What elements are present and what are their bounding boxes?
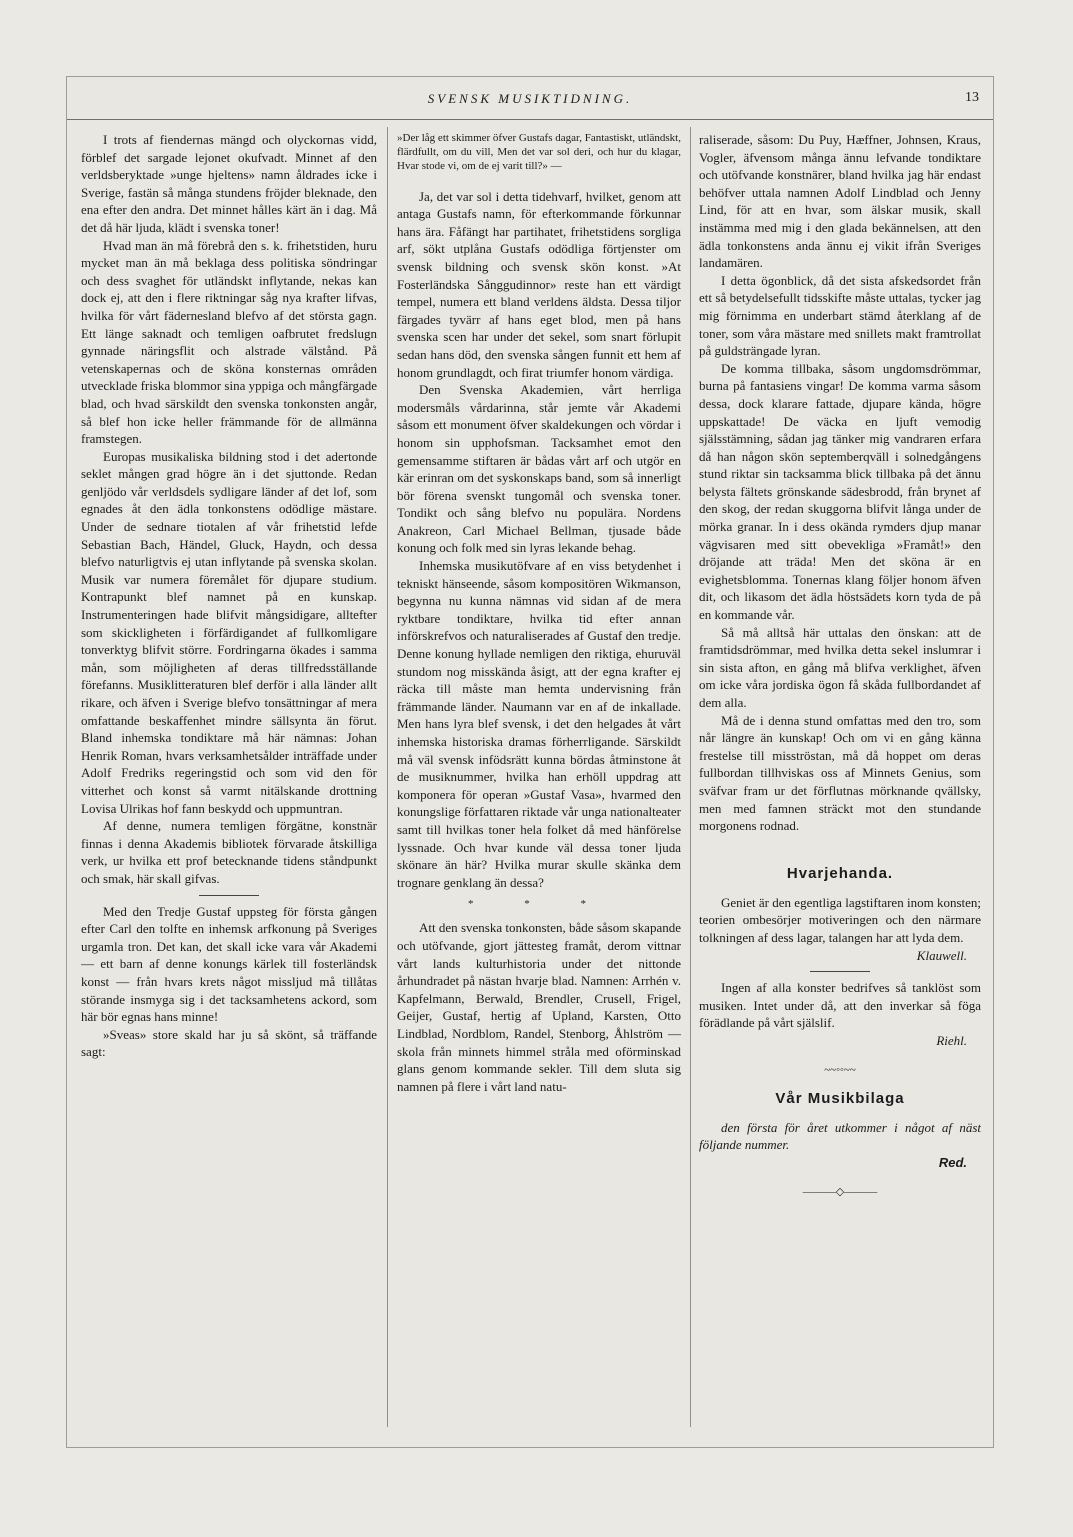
paragraph: Så må alltså här uttalas den önskan: att de framtidsdrömmar, med hvilka detta sekel inslumrar i sin sista afton, en gång må blifva verklighet, äfven om icke våra jordiska ögon få skåda fullbordandet af dem alla. <box>699 624 981 710</box>
paragraph: Europas musikaliska bildning stod i det adertonde seklet mången grad högre än i det sjuttonde. Redan genljödo vår verldsdels sydligare länder af det lof, som egnades åt den ädla tonkonstens odödlige mästare. Under de sednare tiotalen af vår frihetstid lefde Sebastian Bach, Händel, Gluck, Haydn, och dessa blefvo naturligtvis ej utan inflytande på svenska skolan. Musik var numera föremålet för djupare studium. Kontrapunkt blef namnet på en kunskap. Instrumenteringen hade blifvit mångsidigare, alltefter som skickligheten i förfärdigandet af fullkomligare tonverktyg blifvit större. Fordringarna ökades i samma mån, som möjligheten af deras tillfredsställande förefanns. Musiklitteraturen blef derför i alla länder allt rikare, och äfven i Sverige blefvo tonsättningar af mera omfattande beskaffenhet mindre sällsynta än förut. Bland inhemska tondiktare må här nämnas: Johan Henrik Roman, hvars verksamhetsålder inträffade under Adolf Fredriks regeringstid och som vid den för vitterhet och konst så varmt nitälskande drottning Lovisa Ulrikas hof fann beskydd och uppmuntran. <box>81 448 377 816</box>
signature-klauwell: Klauwell. <box>916 947 967 963</box>
journal-title: SVENSK MUSIKTIDNING. <box>427 91 633 106</box>
ornament-divider: ———◇——— <box>802 1186 878 1199</box>
column-3 <box>699 131 981 1431</box>
paragraph: Må de i denna stund omfattas med den tro, som når längre än kunskap! Och om vi en gång känna frestelse till misströstan, må då hoppet om deras fullbordan tillhviskas oss af Minnets Genius, som sväfvar fram ur det förflutnas mörknande qvällsky, men med famnen sträckt mot den stundande morgonens rodnad. <box>699 712 981 834</box>
section-heading-hvarjehanda: Hvarjehanda. <box>786 864 894 882</box>
paragraph: Af denne, numera temligen förgätne, konstnär finnas i denna Akademis bibliotek förvarade åtskilliga verk, ur hvilka ett prof betecknande tidens ståndpunkt och smak, här skall gifvas. <box>81 818 377 886</box>
page-number: 13 <box>965 90 979 105</box>
poem-quote: »Der låg ett skimmer öfver Gustafs dagar, Fantastiskt, utländskt, flärdfullt, om du vill, Men det var sol deri, och hur du klagar, Hvar stode vi, om de ej varit till?» — <box>397 132 681 173</box>
paragraph: Ja, det var sol i detta tidehvarf, hvilket, genom att antaga Gustafs namn, för efterkommande förkunnar hans ära. Fåfängt har partihatet, frihetstidens sorgliga arf, sökt utplåna Gustafs odödliga förtjenster om svensk bildning och svensk skön konst. »At Fosterländska Sånggudinnor» reste han ett värdigt tempel, numera ett bland verldens äldsta. Dessa tiljor färgades tyvärr af hans eget blod, men på hans svenska scen har under det sekel, som snart förlupit sedan hans död, den svenska sången funnit ett hem af honom grundlagdt, och firat triumfer honom värdiga. <box>397 188 681 380</box>
signature-riehl: Riehl. <box>936 1032 967 1048</box>
paragraph: I detta ögonblick, då det sista afskedsordet från ett så betydelsefullt tidsskifte måste uttalas, tycker jag mig förnimma en underbart stämd återklang af de toner, som våra mästare med snillets makt framtrollat på guldsträngade lyran. <box>699 272 981 359</box>
column-2 <box>397 131 681 1431</box>
section-rule <box>199 895 259 896</box>
paragraph: Inhemska musikutöfvare af en viss betydenhet i tekniskt hänseende, såsom kompositören Wikmanson, begynna nu kunna nämnas vid sidan af de mera ryktbare tondiktare, hvilka tid efter annan införskrefvos och naturaliserades af Gustaf den tredje. Denne konung hyllade nemligen den riktiga, ehuruväl stundom nog misskända åsigt, att der egna krafter ej räcka till måste man hemta undervisning från främmande länder. Naumann var en af de inkallade. Men hans lyra blef svensk, i det den helgades åt vårt inhemska historiska dramas förherrligande. Särskildt må väl svensk infödsrätt kunna bördas åtminstone åt de musiknummer, hvilka han erhöll uppdrag att komponera för operan »Gustaf Vasa», hvarmed den konungslige författaren riktade vår unga nationalteater samt till hvilkas toner hela folket då med hänförelse lyssnade. Och hvar kunde väl dessa toner ljuda skönare än här? Hvilka murar skulle skänka dem trognare genklang än dessa? <box>397 558 681 890</box>
quote-klauwell: Geniet är den egentliga lagstiftaren inom konsten; teorien ombesörjer motiveringen och den närmare tolkningen af dess lagar, talangen har att lyda dem. <box>699 894 981 945</box>
paragraph: raliserade, såsom: Du Puy, Hæffner, Johnsen, Kraus, Vogler, äfvensom många ännu lefvande tondiktare och utöfvande konstnärer, bland hvilka jag här endast behöfver uttala namnen Adolf Lindblad och Jenny Lind, för att en hvar, som älskar musik, skall instämma med mig i den glada bekännelsen, att den ädla tonkonstens anda ännu ej vikit ifrån Sveriges landamären. <box>699 132 981 271</box>
section-rule <box>810 971 870 972</box>
ornament-divider: ~~◦◦~~ <box>824 1063 856 1076</box>
newspaper-page <box>66 76 994 1448</box>
paragraph: Med den Tredje Gustaf uppsteg för första gången efter Carl den tolfte en inhemsk arfkonung på Sveriges urgamla tron. Det kan, det skall icke vara vår Akademi — ett barn af denne konungs kärlek till fosterländsk konst — från hvars krets något missljud må tillåtas störande insmyga sig i det tacksamhetens ackord, som här bör egnas hans minne! <box>81 903 377 1025</box>
paragraph: De komma tillbaka, såsom ungdomsdrömmar, burna på fantasiens vingar! De komma varma såsom dessa, dock klarare fattade, djupare kända, högre uppskattade! De väcka en ljuft vemodig själsstämning, sådan jag tänker mig vandraren erfara då han någon skön septemberqväll i solnedgångens stund riktar sin tacksamma blick tillbaka på det ännu belysta fältets grönskande sädesbrodd, från brynet af den skog, der redan skuggorna blifvit långa under de mörka granar. In i dess okända rymders djup manar vägvisaren med sitt obevekliga »Framåt!» den dröjande att träda! Men det sköna är en evighetsblomma. Tonernas klang följer honom äfven dit, och likasom det ädla höstsädets korn tyda de på en kommande vår. <box>699 360 981 623</box>
section-stars: * * * <box>468 898 610 911</box>
quote-riehl: Ingen af alla konster bedrifves så tanklöst som musiken. Intet under då, att den inverkar så föga förädlande på vårt själslif. <box>699 980 981 1031</box>
musikbilaga-note: den första för året utkommer i något af näst följande nummer. <box>699 1119 981 1153</box>
column-divider <box>387 127 388 1427</box>
signature-red: Red. <box>938 1154 967 1170</box>
paragraph: Hvad man än må förebrå den s. k. frihetstiden, huru mycket man än må beklaga dess politiska söndringar och dess svaghet för utländskt inflytande, nekas kan dock ej, att den i flere riktningar såg nya krafter lifvas, hvilka för vårt fädernesland blefvo af det största gagn. Ett länge saknadt och temligen oafbrutet fredslugn gynnade näringsflit och alstrade välstånd. På vetenskapernas och de sköna konsternas områden utvecklade friska blommor sina yppiga och mångfärgade blad, och hvad särskildt den svenska tonkonsten angår, så blef hon icke heller främmande för de allmänna framstegen. <box>81 237 377 447</box>
section-heading-musikbilaga: Vår Musikbilaga <box>775 1089 905 1107</box>
paragraph: »Sveas» store skald har ju så skönt, så träffande sagt: <box>81 1026 377 1060</box>
column-1 <box>81 131 377 1431</box>
column-divider <box>690 127 691 1427</box>
paragraph: Den Svenska Akademien, vårt herrliga modersmåls vårdarinna, står jemte vår Akademi såsom ett monument öfver skaldekungen och vördar i honom sin upphofsman. Tacksamhet emot den gemensamme stiftaren är bådas vårt arf och utgör en kär erinran om det syskonskaps band, som så innerligt bör förena svenskt tungomål och svenska toner. Tondikt och sång blefvo nu populära. Nordens Anakreon, Carl Michael Bellman, tjusade både konung och folk med sin lyras lekande behag. <box>397 382 681 556</box>
paragraph: I trots af fiendernas mängd och olyckornas vidd, förblef det sargade lejonet okufvadt. Minnet af den verldsberyktade »unge hjeltens» namn åldrades icke i Sverige, fastän så många stundens fröjder bleknade, den ena efter den andra. Det minnet hålles kärt än i dag. Må det då här ljuda, klädt i svenska toner! <box>81 132 377 235</box>
paragraph: Att den svenska tonkonsten, både såsom skapande och utöfvande, gjort jättesteg framåt, derom vittnar vårt lands kulturhistoria under det nittonde århundradet på nästan hvarje blad. Namnen: Arrhén v. Kapfelmann, Berwald, Brendler, Crusell, Frigel, Geijer, Gustaf, hertig af Upland, Karsten, Otto Lindblad, Nordblom, Randel, Stenborg, Åhlström — skola från minnets himmel stråla med oförminskad glans genom kommande sekler. Till dem sluta sig namnen på flere i vårt land natu- <box>397 920 681 1094</box>
page-header <box>67 77 993 120</box>
